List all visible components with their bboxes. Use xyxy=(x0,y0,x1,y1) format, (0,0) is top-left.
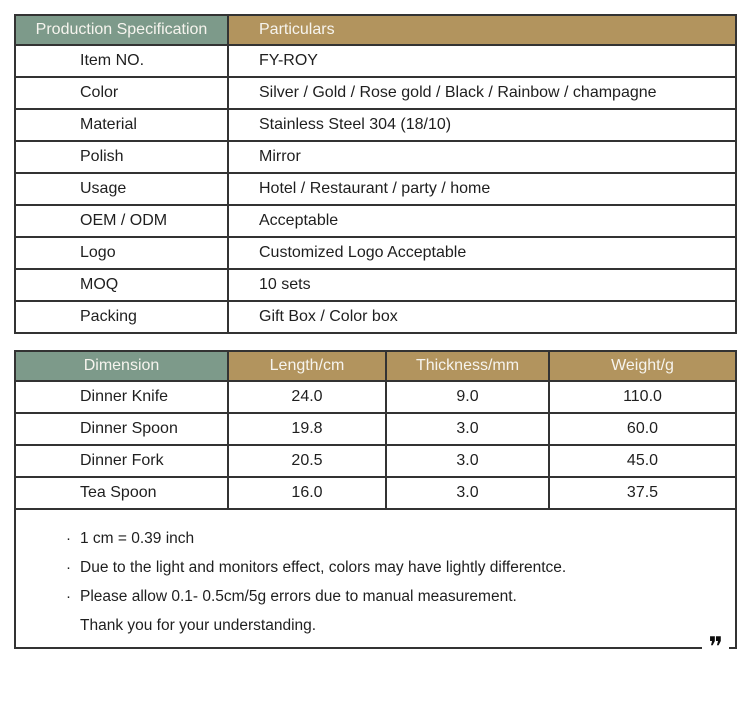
spec-label-polish: Polish xyxy=(15,141,228,173)
spec-label-moq: MOQ xyxy=(15,269,228,301)
table-row xyxy=(15,445,736,477)
spec-value-usage: Hotel / Restaurant / party / home xyxy=(228,173,736,205)
dim-length: 20.5 xyxy=(228,445,386,477)
spec-header-particulars: Particulars xyxy=(228,15,736,45)
bullet-icon: · xyxy=(66,559,71,576)
closing-quote-icon: ❞ xyxy=(702,632,729,664)
spec-label-item-no: Item NO. xyxy=(15,45,228,77)
table-row xyxy=(15,301,736,333)
dim-thickness: 3.0 xyxy=(386,445,549,477)
spec-value-item-no: FY-ROY xyxy=(228,45,736,77)
spec-label-logo: Logo xyxy=(15,237,228,269)
dim-thickness: 3.0 xyxy=(386,413,549,445)
table-row xyxy=(15,237,736,269)
spec-value-material: Stainless Steel 304 (18/10) xyxy=(228,109,736,141)
spec-value-packing: Gift Box / Color box xyxy=(228,301,736,333)
bullet-icon: · xyxy=(66,588,71,605)
spec-value-logo: Customized Logo Acceptable xyxy=(228,237,736,269)
dim-header-weight: Weight/g xyxy=(549,351,736,381)
spec-value-moq: 10 sets xyxy=(228,269,736,301)
note-text-errors: Please allow 0.1- 0.5cm/5g errors due to manual measurement. xyxy=(80,588,517,605)
spec-label-material: Material xyxy=(15,109,228,141)
dimension-table xyxy=(14,350,737,510)
dim-length: 16.0 xyxy=(228,477,386,509)
dim-weight: 60.0 xyxy=(549,413,736,445)
spec-value-color: Silver / Gold / Rose gold / Black / Rainbow / champagne xyxy=(228,77,736,109)
dim-item-tea-spoon: Tea Spoon xyxy=(15,477,228,509)
spec-label-oem-odm: OEM / ODM xyxy=(15,205,228,237)
note-closing: Thank you for your understanding. xyxy=(80,617,317,634)
spec-label-color: Color xyxy=(15,77,228,109)
note-text-cm-inch: 1 cm = 0.39 inch xyxy=(80,530,195,547)
spec-label-usage: Usage xyxy=(15,173,228,205)
spec-header-production: Production Specification xyxy=(15,15,228,45)
dim-header-length: Length/cm xyxy=(228,351,386,381)
dim-item-dinner-spoon: Dinner Spoon xyxy=(15,413,228,445)
note-text-colors: Due to the light and monitors effect, colors may have lightly differentce. xyxy=(80,559,567,576)
dim-header-thickness: Thickness/mm xyxy=(386,351,549,381)
table-row xyxy=(15,109,736,141)
table-row xyxy=(15,173,736,205)
spec-label-packing: Packing xyxy=(15,301,228,333)
dim-length: 19.8 xyxy=(228,413,386,445)
spec-value-polish: Mirror xyxy=(228,141,736,173)
spec-value-oem-odm: Acceptable xyxy=(228,205,736,237)
table-row xyxy=(15,45,736,77)
spec-sheet xyxy=(14,14,737,663)
table-row xyxy=(15,413,736,445)
dimension-header-row xyxy=(15,351,736,381)
table-row xyxy=(15,269,736,301)
table-row xyxy=(15,381,736,413)
spec-table xyxy=(14,14,737,334)
table-row xyxy=(15,77,736,109)
dim-length: 24.0 xyxy=(228,381,386,413)
spec-header-row xyxy=(15,15,736,45)
dim-item-dinner-knife: Dinner Knife xyxy=(15,381,228,413)
dim-thickness: 3.0 xyxy=(386,477,549,509)
table-row xyxy=(15,477,736,509)
note-item xyxy=(66,524,715,553)
dim-weight: 110.0 xyxy=(549,381,736,413)
dim-weight: 37.5 xyxy=(549,477,736,509)
bullet-icon: · xyxy=(66,530,71,547)
table-row xyxy=(15,205,736,237)
dim-weight: 45.0 xyxy=(549,445,736,477)
dim-header-dimension: Dimension xyxy=(15,351,228,381)
note-item xyxy=(66,582,715,611)
note-item xyxy=(66,553,715,582)
table-row xyxy=(15,141,736,173)
notes-box xyxy=(14,508,737,663)
dim-item-dinner-fork: Dinner Fork xyxy=(15,445,228,477)
dim-thickness: 9.0 xyxy=(386,381,549,413)
